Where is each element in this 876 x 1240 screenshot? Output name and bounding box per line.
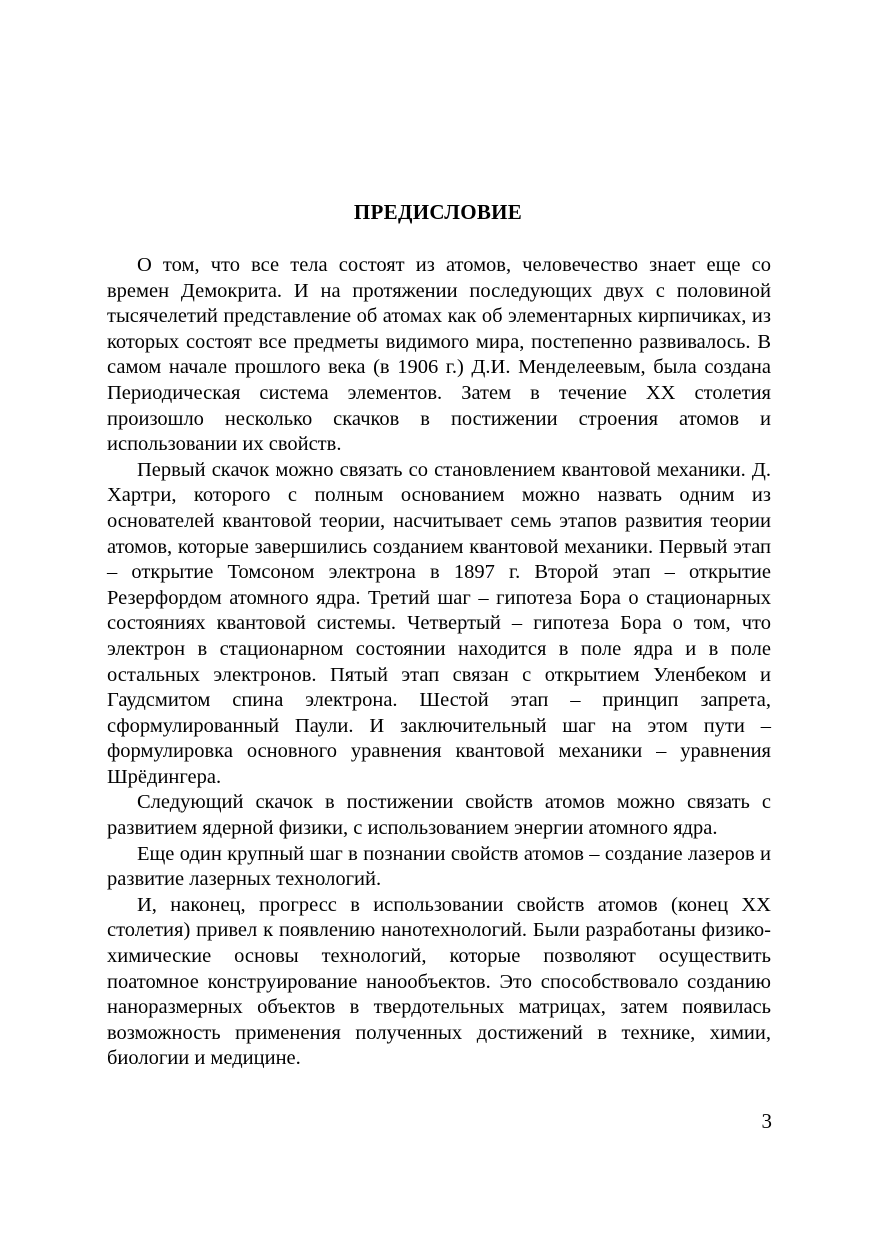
page-title: ПРЕДИСЛОВИЕ (353, 200, 523, 224)
preface-body (107, 253, 771, 1072)
paragraph-1: О том, что все тела состоят из атомов, человечество знает еще со времен Демокрита. И на протяжении последующих двух с половиной тысячелетий представление об атомах как об элементарных кирпичиках, из которых состоят все предметы видимого мира, постепенно развивалось. В самом начале прошлого века (в 1906 г.) Д.И. Менделеевым, была создана Периодическая система элементов. Затем в течение XX столетия произошло несколько скачков в постижении строения атомов и использовании их свойств. (107, 254, 771, 456)
paragraph-4: Еще один крупный шаг в познании свойств атомов – создание лазеров и развитие лазерных технологий. (107, 842, 771, 891)
page-number: 3 (761, 1109, 772, 1133)
paragraph-3: Следующий скачок в постижении свойств атомов можно связать с развитием ядерной физики, с использованием энергии атомного ядра. (107, 791, 771, 840)
paragraph-5: И, наконец, прогресс в использовании свойств атомов (конец XX столетия) привел к появлению нанотехнологий. Были разработаны физико-химические основы технологий, которые позволяют осуществить поатомное конструирование нанообъектов. Это способствовало созданию наноразмерных объектов в твердотельных матрицах, затем появилась возможность применения полученных достижений в технике, химии, биологии и медицине. (107, 893, 771, 1070)
paragraph-2: Первый скачок можно связать со становлением квантовой механики. Д. Хартри, которого с полным основанием можно назвать одним из основателей квантовой теории, насчитывает семь этапов развития теории атомов, которые завершились созданием квантовой механики. Первый этап – открытие Томсоном электрона в 1897 г. Второй этап – открытие Резерфордом атомного ядра. Третий шаг – гипотеза Бора о стационарных состояниях квантовой системы. Четвертый – гипотеза Бора о том, что электрон в стационарном состоянии находится в поле ядра и в поле остальных электронов. Пятый этап связан с открытием Уленбеком и Гаудсмитом спина электрона. Шестой этап – принцип запрета, сформулированный Паули. И заключительный шаг на этом пути – формулировка основного уравнения квантовой механики – уравнения Шрёдингера. (107, 458, 771, 788)
